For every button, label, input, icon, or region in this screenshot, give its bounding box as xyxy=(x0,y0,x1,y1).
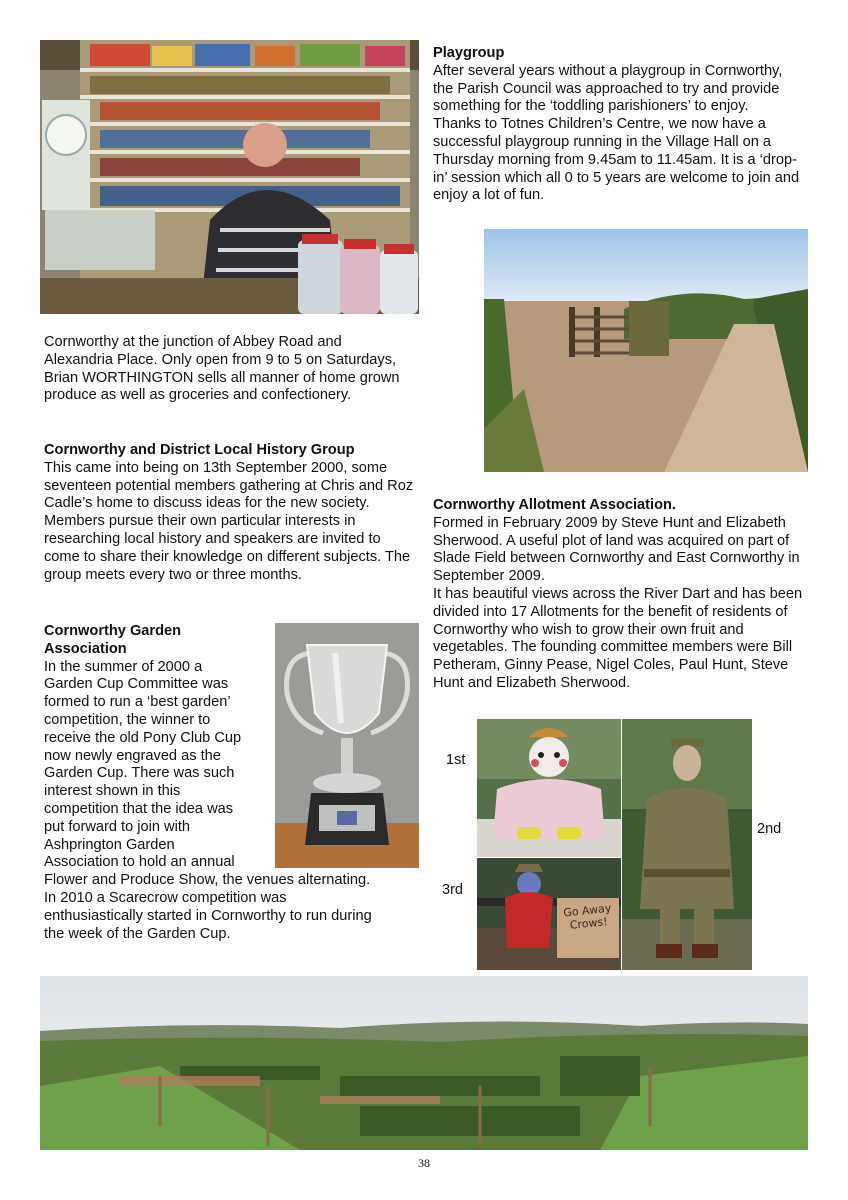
go-away-crows-sign: Go Away Crows! xyxy=(562,901,612,932)
lane-photo xyxy=(484,229,808,472)
garden-narrow-line: competition that the idea was xyxy=(44,800,234,817)
scarecrow-label-2nd: 2nd xyxy=(757,821,782,837)
garden-full-line: the week of the Garden Cup. xyxy=(44,925,231,942)
garden-full-line: Flower and Produce Show, the venues alternating. xyxy=(44,872,371,889)
playgroup-section xyxy=(433,45,803,205)
garden-narrow-line: Garden Cup Committee was xyxy=(44,676,229,693)
scarecrow-1st-photo xyxy=(477,719,621,857)
garden-narrow-line: Garden Cup. There was such xyxy=(44,765,235,782)
garden-narrow-line: now newly engraved as the xyxy=(44,747,221,764)
garden-narrow-line: Association to hold an annual xyxy=(44,854,235,871)
history-group-heading: Cornworthy and District Local History Group xyxy=(44,442,355,458)
playgroup-paragraph-1: After several years without a playgroup in Cornworthy, the Parish Council was approached to try and provide something for the ‘toddling parishioners’ to enjoy. xyxy=(433,62,783,115)
allotment-panorama-photo xyxy=(40,976,808,1150)
shop-caption: Cornworthy at the junction of Abbey Road and Alexandria Place. Only open from 9 to 5 on Saturdays, Brian WORTHINGTON sells all manner of home grown produce as well as groceries and confectionery. xyxy=(44,334,400,404)
garden-narrow-line: In the summer of 2000 a xyxy=(44,658,203,675)
garden-narrow-line: Ashprington Garden xyxy=(44,836,175,853)
shop-photo xyxy=(40,40,419,314)
history-group-paragraph-1: This came into being on 13th September 2000, some seventeen potential members gathering at Chris and Roz Cadle’s home to discuss ideas for the new society. xyxy=(44,459,414,512)
scarecrow-label-3rd: 3rd xyxy=(442,882,463,898)
page-number: 38 xyxy=(418,1156,430,1170)
garden-heading-line-1: Cornworthy Garden xyxy=(44,623,182,639)
allotment-section xyxy=(433,497,803,693)
scarecrow-2nd-photo xyxy=(622,719,752,970)
garden-narrow-line: interest shown in this xyxy=(44,783,181,800)
playgroup-paragraph-2: Thanks to Totnes Children’s Centre, we now have a successful playgroup running in the Village Hall on a Thursday morning from 9.45am to 11.45am. It is a ‘drop-in’ session which all 0 to 5 years are welcome to join and enjoy a lot of fun. xyxy=(433,116,800,204)
history-group-paragraph-2: Members pursue their own particular interests in researching local history and speakers are invited to come to share their knowledge on different subjects. The group meets every two or three months. xyxy=(44,513,411,583)
allotment-paragraph-1: Formed in February 2009 by Steve Hunt and Elizabeth Sherwood. A useful plot of land was acquired on part of Slade Field between Cornworthy and East Cornworthy in September 2009. xyxy=(433,514,800,585)
garden-full-line: enthusiastically started in Cornworthy to run during xyxy=(44,907,372,924)
scarecrow-label-1st: 1st xyxy=(446,752,466,768)
garden-narrow-line: competition, the winner to xyxy=(44,711,211,728)
garden-narrow-line: receive the old Pony Club Cup xyxy=(44,729,242,746)
allotment-paragraph-2: It has beautiful views across the River Dart and has been divided into 17 Allotments for the benefit of residents of Cornworthy who wish to grow their own fruit and vegetables. The founding committee members were Bill Petheram, Ginny Pease, Nigel Coles, Paul Hunt, Steve Hunt and Elizabeth Sherwood. xyxy=(433,585,803,691)
allotment-heading: Cornworthy Allotment Association. xyxy=(433,497,676,513)
garden-narrow-line: formed to run a ‘best garden’ xyxy=(44,694,231,711)
garden-heading-line-2: Association xyxy=(44,640,127,657)
garden-full-line: In 2010 a Scarecrow competition was xyxy=(44,889,287,906)
history-group-section xyxy=(44,442,419,584)
playgroup-heading: Playgroup xyxy=(433,45,505,61)
scarecrow-3rd-photo xyxy=(477,858,621,970)
garden-cup-photo xyxy=(275,623,419,868)
garden-narrow-line: put forward to join with xyxy=(44,818,191,835)
